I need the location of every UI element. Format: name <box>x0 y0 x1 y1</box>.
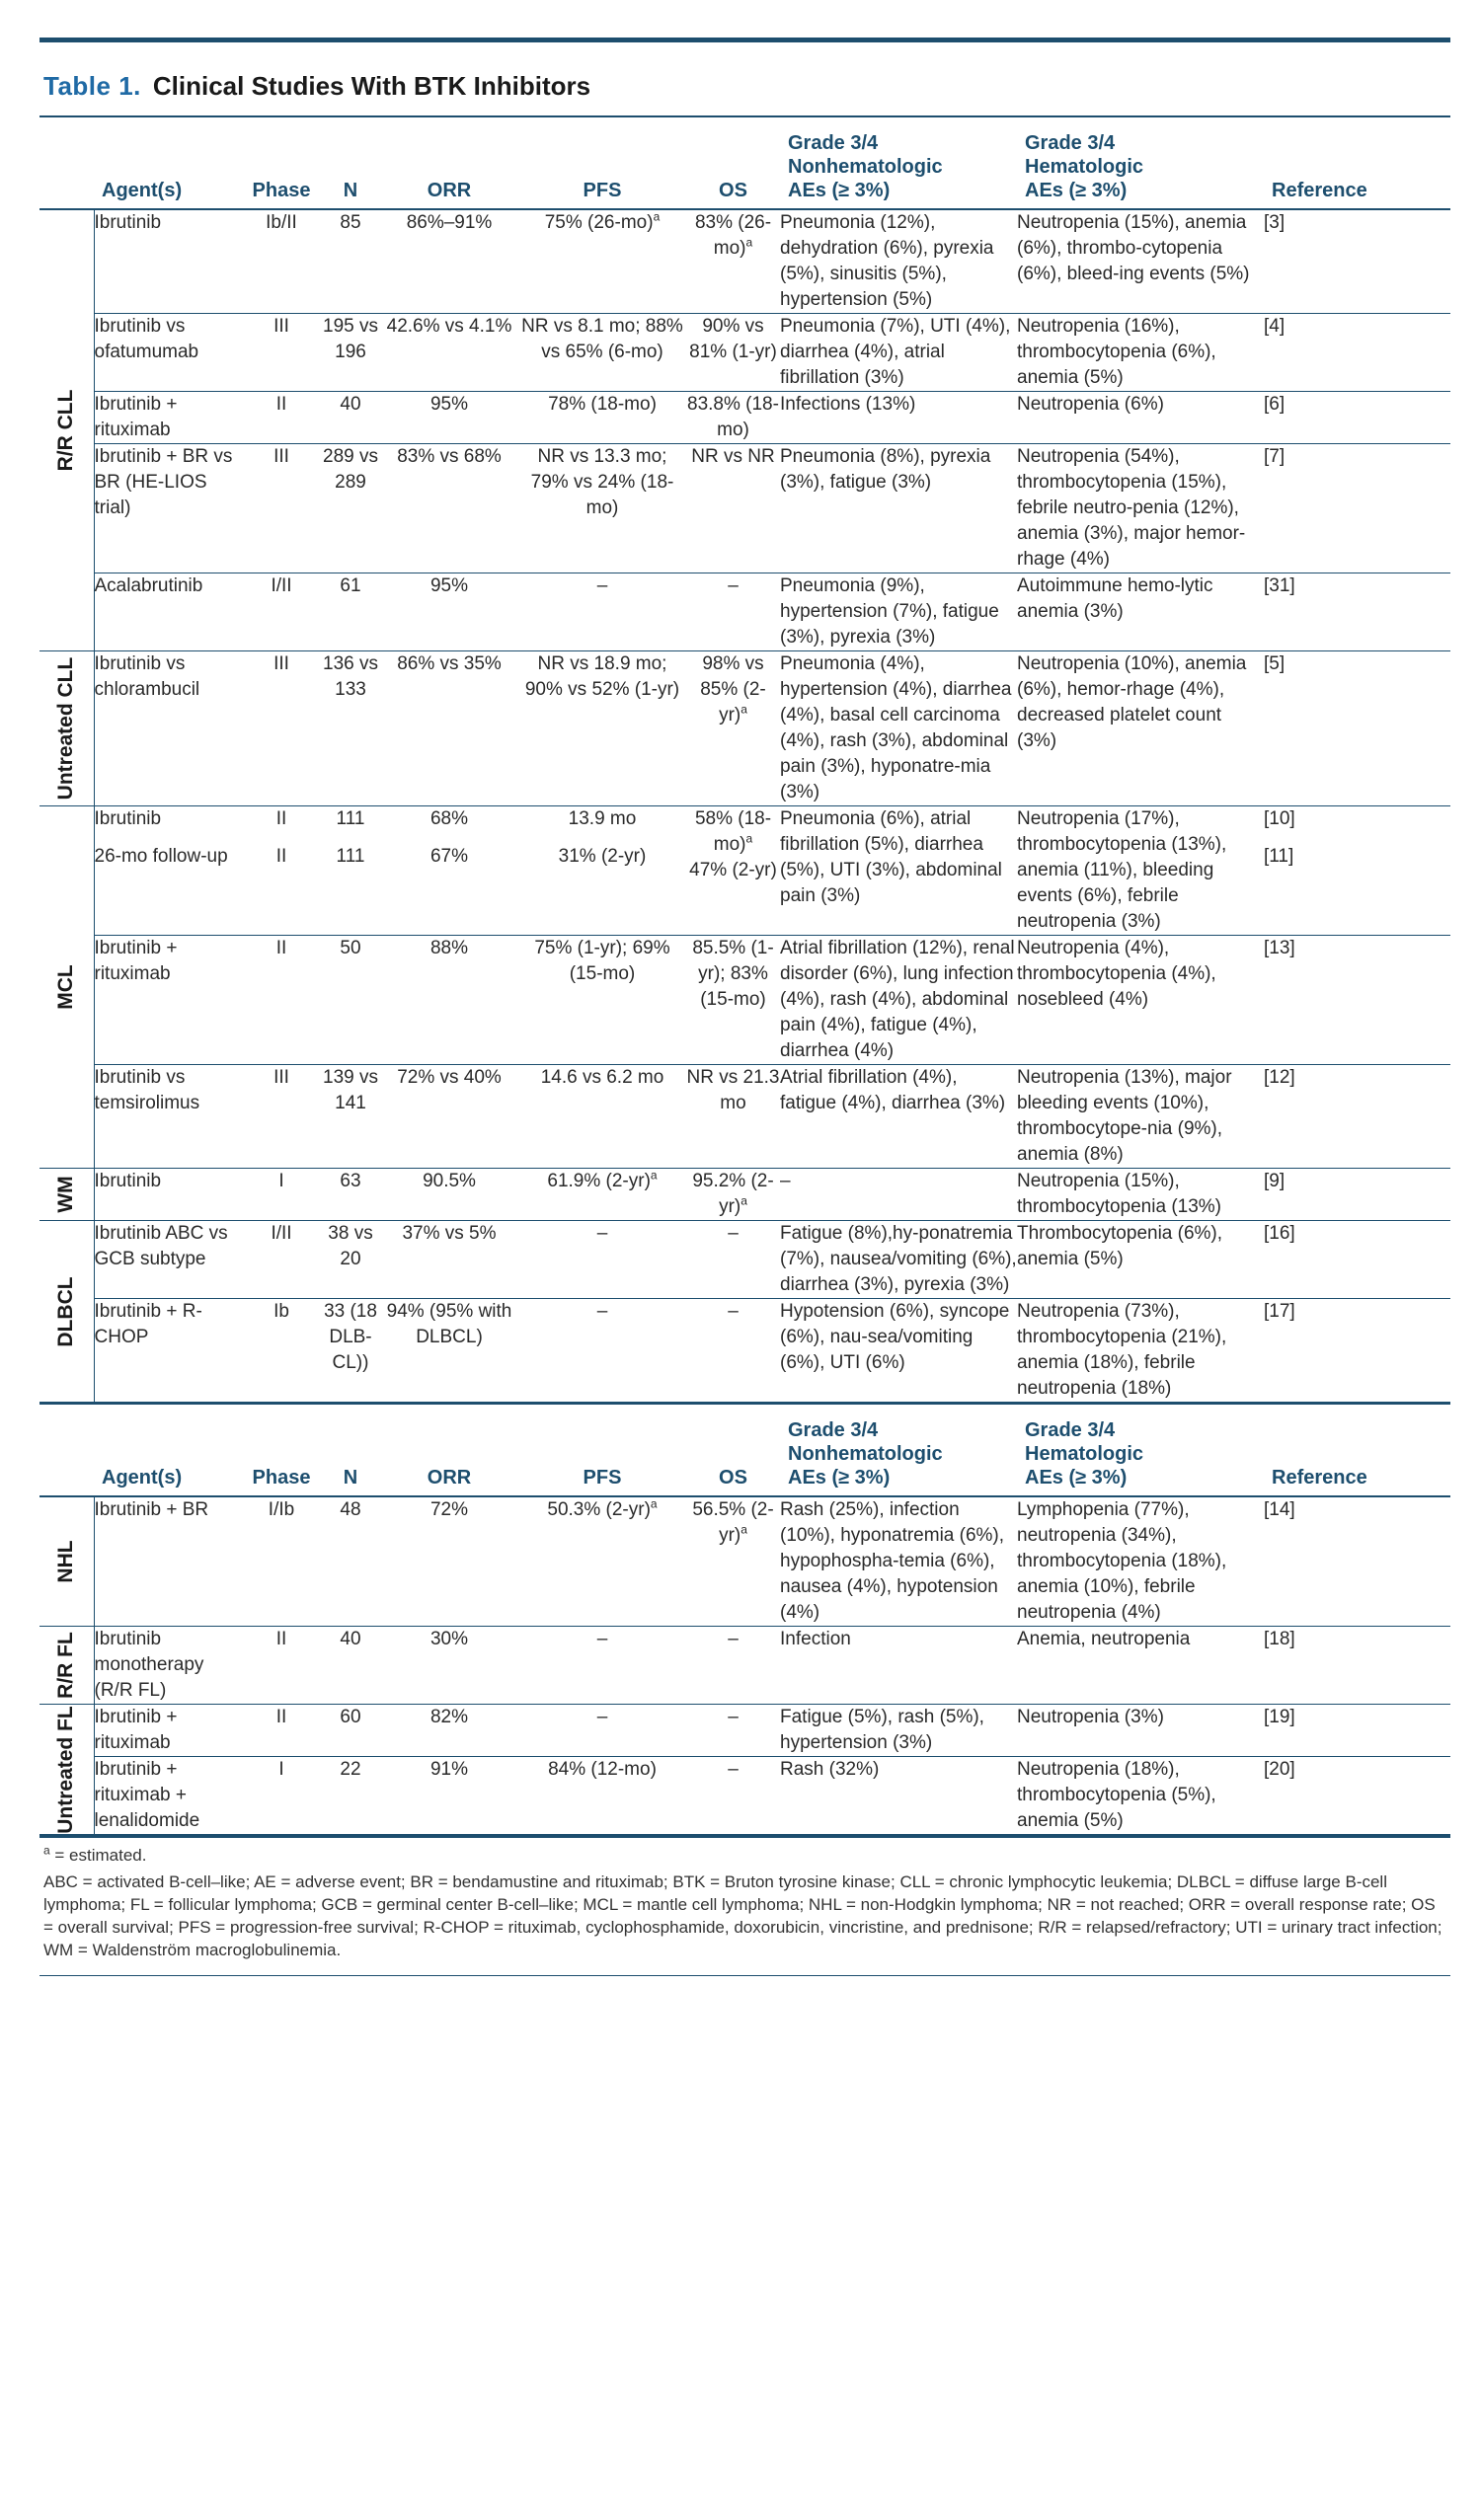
phase-cell: III <box>242 314 321 392</box>
table-row <box>39 1169 1450 1221</box>
orr-cell: 86%–91% <box>380 209 518 314</box>
nonhem-cell: Pneumonia (9%), hypertension (7%), fatigue (3%), pyrexia (3%) <box>780 573 1017 651</box>
table-row <box>39 444 1450 573</box>
nonhem-cell: Pneumonia (7%), UTI (4%), diarrhea (4%), atrial fibrillation (3%) <box>780 314 1017 392</box>
header-phase: Phase <box>242 1404 321 1497</box>
n-cell: 63 <box>321 1169 380 1221</box>
os-cell: NR vs 21.3 mo <box>686 1065 780 1169</box>
pfs-cell: 75% $(26-mo)^a$ <box>518 209 686 314</box>
header-pfs: PFS <box>518 117 686 209</box>
top-rule <box>39 38 1450 42</box>
phase-cell: I/II <box>242 573 321 651</box>
group-cell <box>39 209 94 651</box>
agent-cell: Ibrutinib + R-CHOP <box>94 1299 242 1404</box>
nonhem-cell: Pneumonia (8%), pyrexia (3%), fatigue (3%) <box>780 444 1017 573</box>
table-row <box>39 209 1450 314</box>
phase-cell: II <box>242 936 321 1065</box>
phase-cell: I <box>242 1757 321 1835</box>
nonhem-cell: Hypotension (6%), syncope (6%), nau-sea/vomiting (6%), UTI (6%) <box>780 1299 1017 1404</box>
phase-cell: I/II <box>242 1221 321 1299</box>
pfs-cell: NR vs 8.1 mo; 88% vs 65% (6-mo) <box>518 314 686 392</box>
n-cell: 61 <box>321 573 380 651</box>
header-hem: Grade 3/4 Hematologic AEs (≥ 3%) <box>1017 117 1264 209</box>
abbreviations: ABC = activated B-cell–like; AE = adverse event; BR = bendamustine and rituximab; BTK = Bruton tyrosine kinase; CLL = chronic lymphocytic leukemia; DLBCL = diffuse large B-cell lymphoma; FL = follicular lymphoma; GCB = germinal center B-cell–like; MCL = mantle cell lymphoma; NHL = non-Hodgkin lymphoma; NR = not reached; ORR = overall response rate; OS = overall survival; PFS = progression-free survival; R-CHOP = rituximab, cyclophosphamide, doxorubicin, vincristine, and prednisone; R/R = relapsed/refractory; UTI = urinary tract infection; WM = Waldenström macroglobulinemia. <box>43 1872 1442 1959</box>
pfs-cell: – <box>518 573 686 651</box>
agent-cell: Ibrutinib 26-mo follow-up <box>94 806 242 936</box>
table-row <box>39 1705 1450 1757</box>
header-agent: Agent(s) <box>94 117 242 209</box>
agent-cell: Ibrutinib monotherapy (R/R FL) <box>94 1627 242 1705</box>
header-blank <box>39 117 94 209</box>
phase-cell: Ib/II <box>242 209 321 314</box>
table-row <box>39 314 1450 392</box>
n-cell: 38 vs 20 <box>321 1221 380 1299</box>
notes-bottom-rule <box>39 1975 1450 1976</box>
group-label: Untreated CLL <box>54 656 78 801</box>
nonhem-cell: Atrial fibrillation (4%), fatigue (4%), diarrhea (3%) <box>780 1065 1017 1169</box>
os-cell: 90% vs 81% (1-yr) <box>686 314 780 392</box>
pfs-cell: 50.3% $(2-yr)^a$ <box>518 1496 686 1627</box>
group-label: DLBCL <box>54 1275 78 1347</box>
orr-cell: 88% <box>380 936 518 1065</box>
table-row <box>39 1496 1450 1627</box>
agent-cell: Ibrutinib + BR vs BR (HE-LIOS trial) <box>94 444 242 573</box>
group-cell <box>39 1169 94 1221</box>
nonhem-cell: Rash (32%) <box>780 1757 1017 1835</box>
group-label: MCL <box>54 964 78 1010</box>
header-nonhem: Grade 3/4 Nonhematologic AEs (≥ 3%) <box>780 1404 1017 1497</box>
hem-cell: Neutropenia (17%), thrombocytopenia (13%), anemia (11%), bleeding events (6%), febrile neutropenia (3%) <box>1017 806 1264 936</box>
header-os: OS <box>686 117 780 209</box>
header-phase: Phase <box>242 117 321 209</box>
table-row <box>39 806 1450 936</box>
group-cell <box>39 1496 94 1627</box>
orr-cell: 82% <box>380 1705 518 1757</box>
n-cell: 111 111 <box>321 806 380 936</box>
agent-cell: Ibrutinib ABC vs GCB subtype <box>94 1221 242 1299</box>
group-label: Untreated FL <box>54 1705 78 1834</box>
header-os: OS <box>686 1404 780 1497</box>
table-row <box>39 936 1450 1065</box>
ref-cell: [5] <box>1264 651 1450 806</box>
pfs-cell: 61.9% $(2-yr)^a$ <box>518 1169 686 1221</box>
phase-cell: II <box>242 1705 321 1757</box>
ref-cell: [7] <box>1264 444 1450 573</box>
hem-cell: Neutropenia (73%), thrombocytopenia (21%), anemia (18%), febrile neutropenia (18%) <box>1017 1299 1264 1404</box>
agent-cell: Ibrutinib <box>94 209 242 314</box>
nonhem-cell: Atrial fibrillation (12%), renal disorder (6%), lung infection (4%), rash (4%), abdominal pain (4%), fatigue (4%), diarrhea (4%) <box>780 936 1017 1065</box>
header-orr: ORR <box>380 117 518 209</box>
nonhem-cell: Fatigue (8%),hy-ponatremia (7%), nausea/vomiting (6%), diarrhea (3%), pyrexia (3%) <box>780 1221 1017 1299</box>
n-cell: 50 <box>321 936 380 1065</box>
agent-cell: Ibrutinib + BR <box>94 1496 242 1627</box>
pfs-cell: – <box>518 1705 686 1757</box>
orr-cell: 83% vs 68% <box>380 444 518 573</box>
group-cell <box>39 1221 94 1404</box>
table-row <box>39 1221 1450 1299</box>
agent-cell: Ibrutinib + rituximab + lenalidomide <box>94 1757 242 1835</box>
phase-cell: Ib <box>242 1299 321 1404</box>
studies-table <box>39 117 1450 1835</box>
hem-cell: Neutropenia (6%) <box>1017 392 1264 444</box>
n-cell: 60 <box>321 1705 380 1757</box>
hem-cell: Thrombocytopenia (6%), anemia (5%) <box>1017 1221 1264 1299</box>
os-cell: – <box>686 1299 780 1404</box>
hem-cell: Lymphopenia (77%), neutropenia (34%), thrombocytopenia (18%), anemia (10%), febrile neutropenia (4%) <box>1017 1496 1264 1627</box>
ref-cell: [31] <box>1264 573 1450 651</box>
ref-cell: [14] <box>1264 1496 1450 1627</box>
header-row-repeat <box>39 1404 1450 1497</box>
phase-cell: I/Ib <box>242 1496 321 1627</box>
orr-cell: 30% <box>380 1627 518 1705</box>
orr-cell: 42.6% vs 4.1% <box>380 314 518 392</box>
os-cell: 56.5% $(2-yr)^a$ <box>686 1496 780 1627</box>
phase-cell: II II <box>242 806 321 936</box>
os-cell: 83.8% (18-mo) <box>686 392 780 444</box>
table-page <box>39 38 1450 1976</box>
hem-cell: Neutropenia (4%), thrombocytopenia (4%), nosebleed (4%) <box>1017 936 1264 1065</box>
pfs-cell: 14.6 vs 6.2 mo <box>518 1065 686 1169</box>
pfs-cell: 78% (18-mo) <box>518 392 686 444</box>
nonhem-cell: Infection <box>780 1627 1017 1705</box>
hem-cell: Neutropenia (16%), thrombocytopenia (6%), anemia (5%) <box>1017 314 1264 392</box>
hem-cell: Neutropenia (15%), anemia (6%), thrombo-cytopenia (6%), bleed-ing events (5%) <box>1017 209 1264 314</box>
header-n: N <box>321 1404 380 1497</box>
nonhem-cell: Fatigue (5%), rash (5%), hypertension (3%) <box>780 1705 1017 1757</box>
hem-cell: Neutropenia (13%), major bleeding events (10%), thrombocytope-nia (9%), anemia (8%) <box>1017 1065 1264 1169</box>
os-cell: 58% $(18-mo)^a$ 47% (2-yr) <box>686 806 780 936</box>
phase-cell: I <box>242 1169 321 1221</box>
n-cell: 40 <box>321 392 380 444</box>
pfs-cell: NR vs 18.9 mo; 90% vs 52% (1-yr) <box>518 651 686 806</box>
ref-cell: [16] <box>1264 1221 1450 1299</box>
agent-cell: Ibrutinib vs chlorambucil <box>94 651 242 806</box>
pfs-cell: – <box>518 1627 686 1705</box>
os-cell: – <box>686 1627 780 1705</box>
header-nonhem: Grade 3/4 Nonhematologic AEs (≥ 3%) <box>780 117 1017 209</box>
group-label: R/R FL <box>54 1632 78 1699</box>
table-title <box>39 58 1450 102</box>
nonhem-cell: – <box>780 1169 1017 1221</box>
os-cell: – <box>686 573 780 651</box>
ref-cell: [10] [11] <box>1264 806 1450 936</box>
group-cell <box>39 651 94 806</box>
table-title-text: Clinical Studies With BTK Inhibitors <box>152 71 591 101</box>
agent-cell: Ibrutinib vs temsirolimus <box>94 1065 242 1169</box>
group-label: WM <box>54 1176 78 1213</box>
table-row <box>39 651 1450 806</box>
header-ref: Reference <box>1264 117 1450 209</box>
header-agent: Agent(s) <box>94 1404 242 1497</box>
n-cell: 48 <box>321 1496 380 1627</box>
table-row <box>39 1627 1450 1705</box>
footnote: $^a$ = estimated. <box>43 1843 147 1865</box>
table-row <box>39 1757 1450 1835</box>
hem-cell: Autoimmune hemo-lytic anemia (3%) <box>1017 573 1264 651</box>
pfs-cell: 84% (12-mo) <box>518 1757 686 1835</box>
header-hem: Grade 3/4 Hematologic AEs (≥ 3%) <box>1017 1404 1264 1497</box>
phase-cell: II <box>242 1627 321 1705</box>
ref-cell: [19] <box>1264 1705 1450 1757</box>
orr-cell: 37% vs 5% <box>380 1221 518 1299</box>
phase-cell: II <box>242 392 321 444</box>
ref-cell: [9] <box>1264 1169 1450 1221</box>
agent-cell: Ibrutinib <box>94 1169 242 1221</box>
table-row <box>39 1299 1450 1404</box>
group-cell <box>39 806 94 1169</box>
os-cell: NR vs NR <box>686 444 780 573</box>
orr-cell: 86% vs 35% <box>380 651 518 806</box>
pfs-cell: NR vs 13.3 mo; 79% vs 24% (18-mo) <box>518 444 686 573</box>
header-pfs: PFS <box>518 1404 686 1497</box>
os-cell: – <box>686 1221 780 1299</box>
hem-cell: Neutropenia (54%), thrombocytopenia (15%), febrile neutro-penia (12%), anemia (3%), major hemor-rhage (4%) <box>1017 444 1264 573</box>
os-cell: 83% $(26-mo)^a$ <box>686 209 780 314</box>
ref-cell: [20] <box>1264 1757 1450 1835</box>
os-cell: 95.2% $(2-yr)^a$ <box>686 1169 780 1221</box>
orr-cell: 72% <box>380 1496 518 1627</box>
orr-cell: 95% <box>380 392 518 444</box>
nonhem-cell: Rash (25%), infection (10%), hyponatremia (6%), hypophospha-temia (6%), nausea (4%), hypotension (4%) <box>780 1496 1017 1627</box>
orr-cell: 90.5% <box>380 1169 518 1221</box>
group-cell <box>39 1705 94 1835</box>
os-cell: 85.5% (1-yr); 83% (15-mo) <box>686 936 780 1065</box>
n-cell: 33 (18 DLB-CL)) <box>321 1299 380 1404</box>
group-cell <box>39 1627 94 1705</box>
table-notes <box>39 1838 1450 1961</box>
ref-cell: [17] <box>1264 1299 1450 1404</box>
orr-cell: 72% vs 40% <box>380 1065 518 1169</box>
nonhem-cell: Pneumonia (4%), hypertension (4%), diarrhea (4%), basal cell carcinoma (4%), rash (3%), abdominal pain (3%), hyponatre-mia (3%) <box>780 651 1017 806</box>
header-n: N <box>321 117 380 209</box>
orr-cell: 68% 67% <box>380 806 518 936</box>
ref-cell: [3] <box>1264 209 1450 314</box>
header-row <box>39 117 1450 209</box>
hem-cell: Anemia, neutropenia <box>1017 1627 1264 1705</box>
phase-cell: III <box>242 444 321 573</box>
table-row <box>39 392 1450 444</box>
agent-cell: Acalabrutinib <box>94 573 242 651</box>
n-cell: 139 vs 141 <box>321 1065 380 1169</box>
agent-cell: Ibrutinib + rituximab <box>94 392 242 444</box>
group-label: NHL <box>54 1540 78 1583</box>
nonhem-cell: Infections (13%) <box>780 392 1017 444</box>
hem-cell: Neutropenia (15%), thrombocytopenia (13%) <box>1017 1169 1264 1221</box>
phase-cell: III <box>242 651 321 806</box>
hem-cell: Neutropenia (10%), anemia (6%), hemor-rhage (4%), decreased platelet count (3%) <box>1017 651 1264 806</box>
phase-cell: III <box>242 1065 321 1169</box>
n-cell: 40 <box>321 1627 380 1705</box>
ref-cell: [4] <box>1264 314 1450 392</box>
pfs-cell: – <box>518 1299 686 1404</box>
ref-cell: [13] <box>1264 936 1450 1065</box>
table-row <box>39 573 1450 651</box>
pfs-cell: 75% (1-yr); 69% (15-mo) <box>518 936 686 1065</box>
os-cell: – <box>686 1705 780 1757</box>
ref-cell: [6] <box>1264 392 1450 444</box>
os-cell: 98% vs 85% $(2-yr)^a$ <box>686 651 780 806</box>
n-cell: 22 <box>321 1757 380 1835</box>
n-cell: 195 vs 196 <box>321 314 380 392</box>
agent-cell: Ibrutinib vs ofatumumab <box>94 314 242 392</box>
header-orr: ORR <box>380 1404 518 1497</box>
table-row <box>39 1065 1450 1169</box>
group-label: R/R CLL <box>54 389 78 472</box>
orr-cell: 91% <box>380 1757 518 1835</box>
hem-cell: Neutropenia (3%) <box>1017 1705 1264 1757</box>
pfs-cell: 13.9 mo 31% (2-yr) <box>518 806 686 936</box>
n-cell: 136 vs 133 <box>321 651 380 806</box>
hem-cell: Neutropenia (18%), thrombocytopenia (5%), anemia (5%) <box>1017 1757 1264 1835</box>
orr-cell: 94% (95% with DLBCL) <box>380 1299 518 1404</box>
table-number: Table 1. <box>43 71 141 101</box>
ref-cell: [12] <box>1264 1065 1450 1169</box>
header-ref: Reference <box>1264 1404 1450 1497</box>
pfs-cell: – <box>518 1221 686 1299</box>
ref-cell: [18] <box>1264 1627 1450 1705</box>
n-cell: 289 vs 289 <box>321 444 380 573</box>
agent-cell: Ibrutinib + rituximab <box>94 1705 242 1757</box>
os-cell: – <box>686 1757 780 1835</box>
header-blank <box>39 1404 94 1497</box>
orr-cell: 95% <box>380 573 518 651</box>
n-cell: 85 <box>321 209 380 314</box>
nonhem-cell: Pneumonia (12%), dehydration (6%), pyrexia (5%), sinusitis (5%), hypertension (5%) <box>780 209 1017 314</box>
agent-cell: Ibrutinib + rituximab <box>94 936 242 1065</box>
nonhem-cell: Pneumonia (6%), atrial fibrillation (5%), diarrhea (5%), UTI (3%), abdominal pain (3%) <box>780 806 1017 936</box>
